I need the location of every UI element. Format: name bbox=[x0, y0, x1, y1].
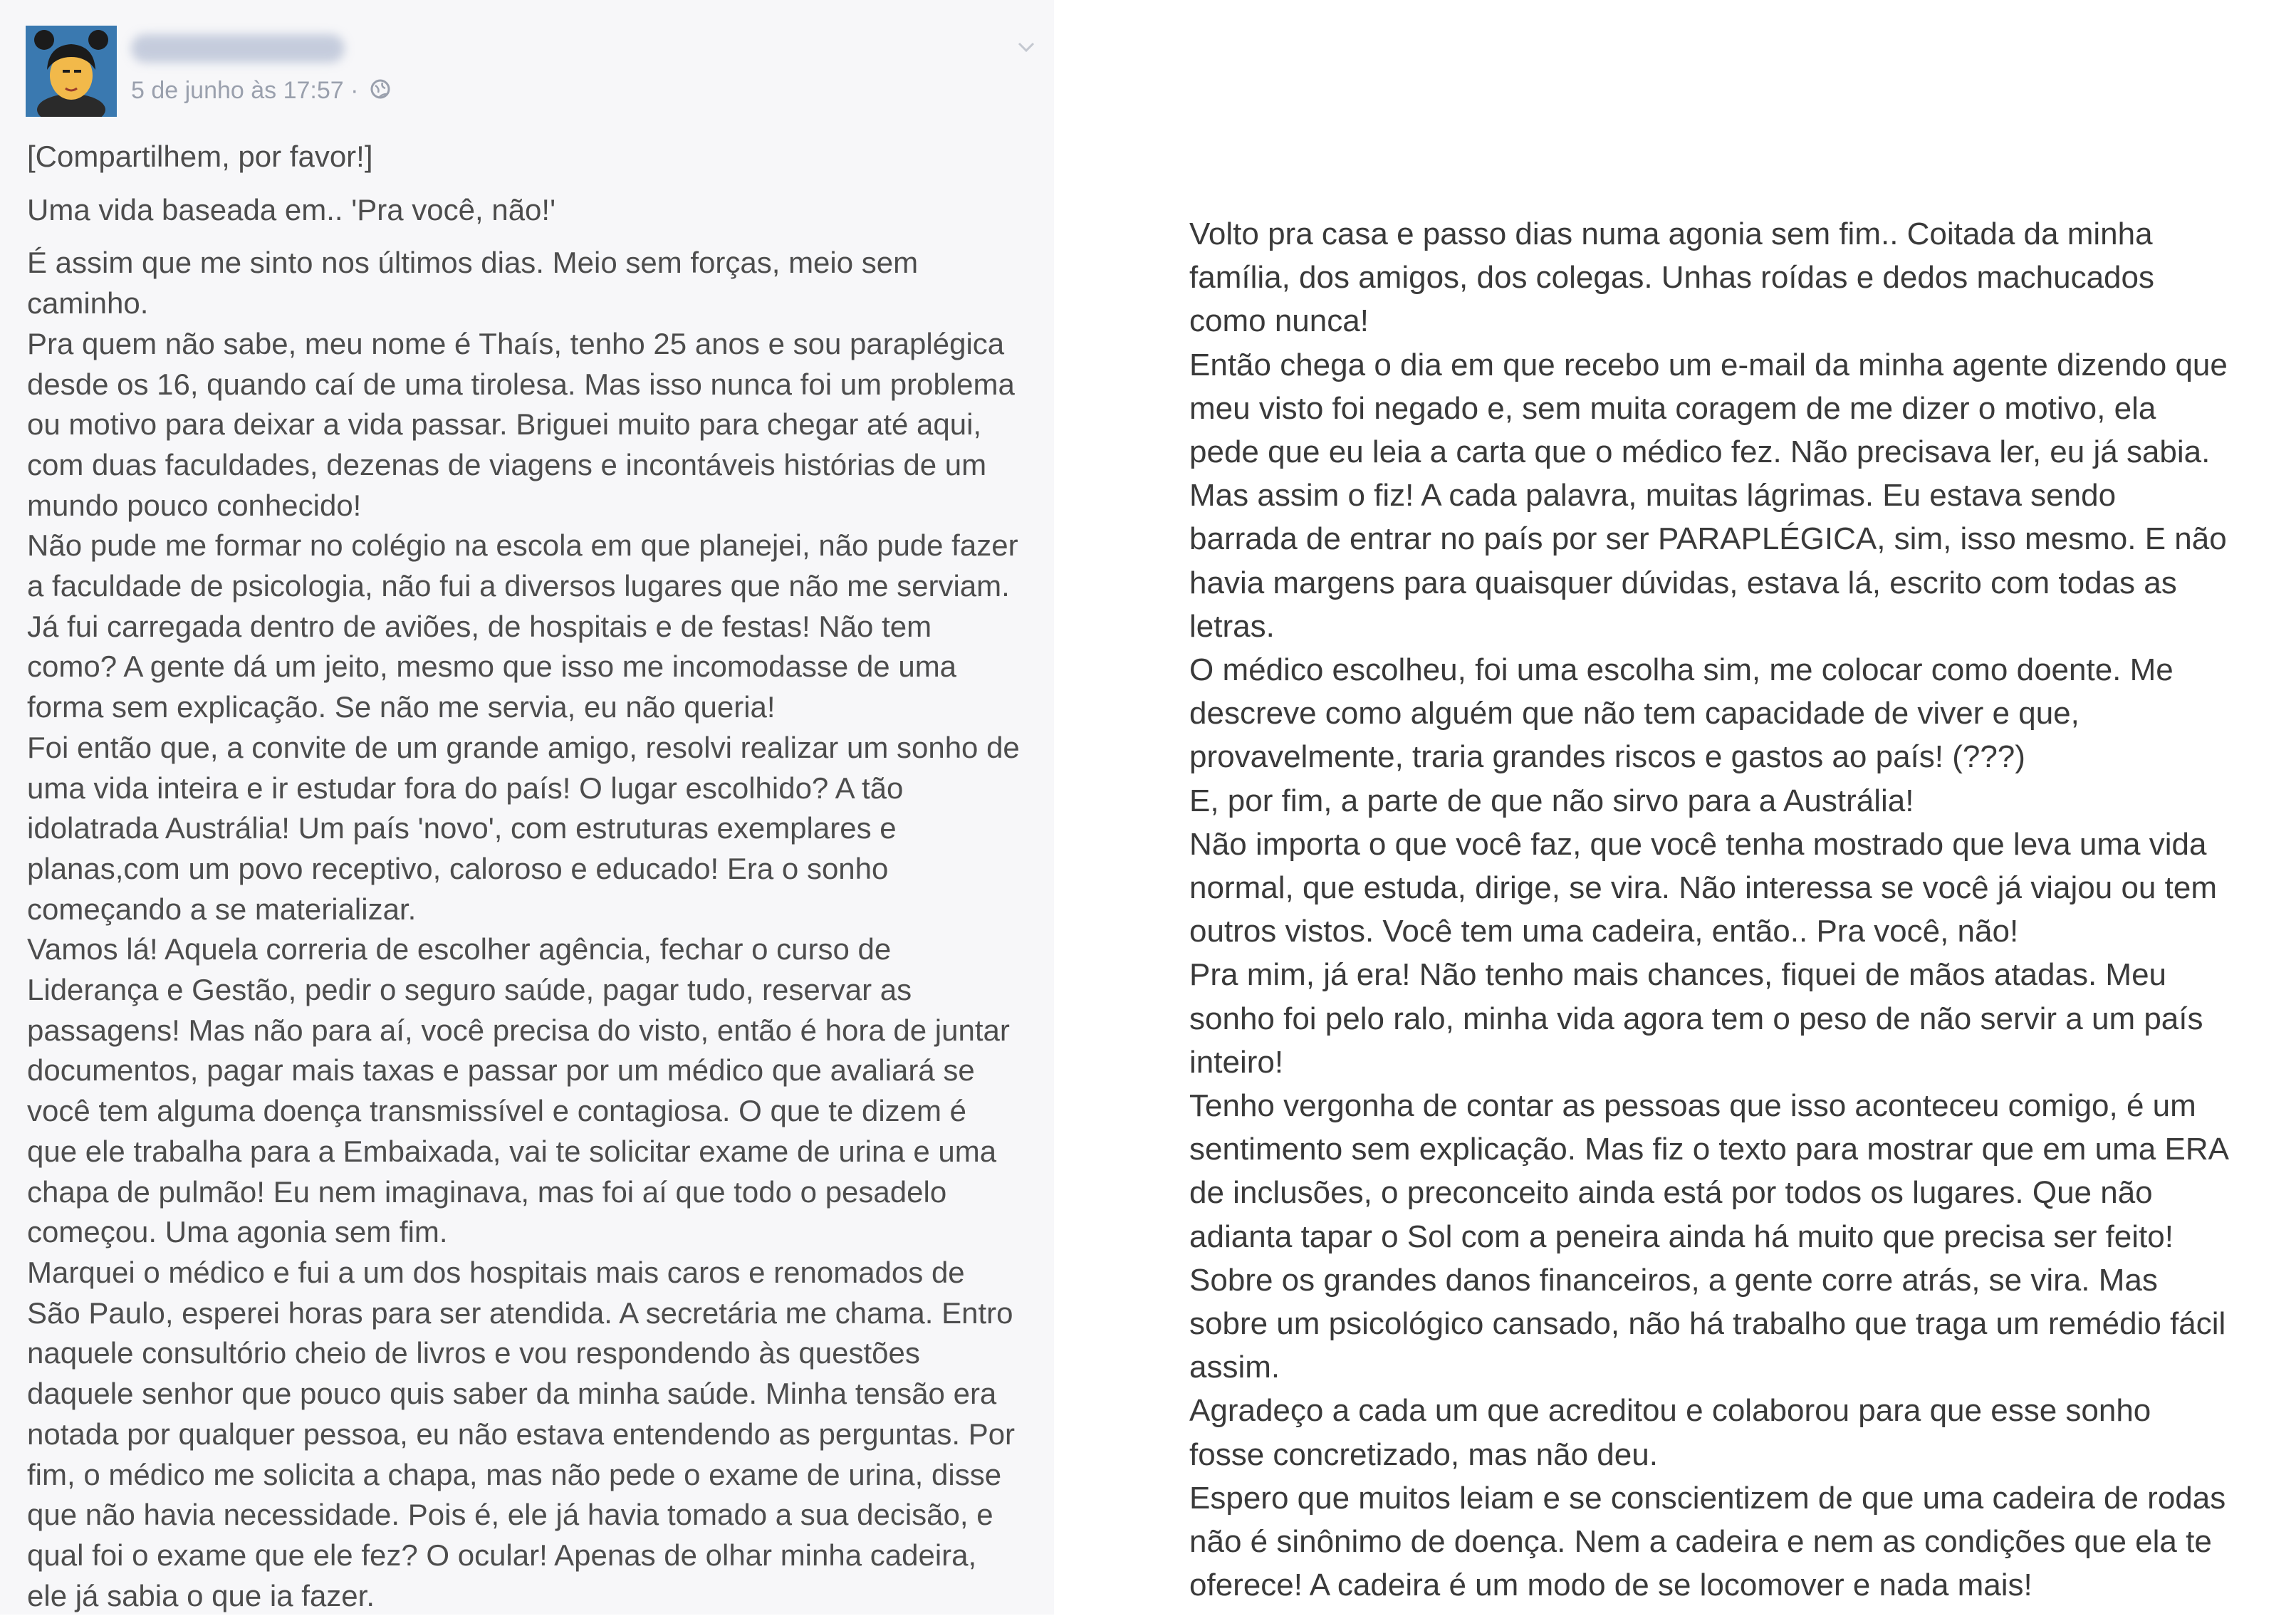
text-line: Tenho vergonha de contar as pessoas que isso aconteceu comigo, é um bbox=[1189, 1088, 2196, 1124]
text-line: ou motivo para deixar a vida passar. Briguei muito para chegar até aqui, bbox=[27, 407, 982, 442]
right-post-body bbox=[1189, 212, 2286, 1607]
text-line: que ele trabalha para a Embaixada, vai te solicitar exame de urina e uma bbox=[27, 1134, 997, 1168]
text-line: uma vida inteira e ir estudar fora do país! O lugar escolhido? A tão bbox=[27, 771, 904, 805]
text-line: caminho. bbox=[27, 286, 149, 320]
text-line: como? A gente dá um jeito, mesmo que isso me incomodasse de uma bbox=[27, 650, 957, 684]
text-line: mundo pouco conhecido! bbox=[27, 488, 362, 522]
text-line: daquele senhor que pouco quis saber da minha saúde. Minha tensão era bbox=[27, 1377, 997, 1411]
chevron-down-icon[interactable] bbox=[1012, 33, 1040, 61]
post-subtitle: Uma vida baseada em.. 'Pra você, não!' bbox=[27, 192, 556, 226]
text-line: Vamos lá! Aquela correria de escolher agência, fechar o curso de bbox=[27, 932, 892, 966]
text-line: adianta tapar o Sol com a peneira ainda há muito que precisa ser feito! bbox=[1189, 1219, 2174, 1254]
text-line: Não importa o que você faz, que você tenha mostrado que leva uma vida bbox=[1189, 826, 2207, 862]
text-line: Espero que muitos leiam e se conscientizem de que uma cadeira de rodas bbox=[1189, 1480, 2226, 1516]
post-header bbox=[26, 26, 1037, 122]
text-line: barrada de entrar no país por ser PARAPLÉGICA, sim, isso mesmo. E não bbox=[1189, 521, 2227, 557]
left-post-body bbox=[27, 137, 1045, 1616]
globe-icon bbox=[370, 78, 391, 106]
text-line: E, por fim, a parte de que não sirvo para a Austrália! bbox=[1189, 783, 1914, 818]
text-line: que não havia necessidade. Pois é, ele já havia tomado a sua decisão, e bbox=[27, 1498, 993, 1532]
text-line: provavelmente, traria grandes riscos e gastos ao país! (???) bbox=[1189, 739, 2025, 775]
text-line: você tem alguma doença transmissível e contagiosa. O que te dizem é bbox=[27, 1094, 967, 1128]
text-line: qual foi o exame que ele fez? O ocular! Apenas de olhar minha cadeira, bbox=[27, 1538, 977, 1572]
text-line: Volto pra casa e passo dias numa agonia sem fim.. Coitada da minha bbox=[1189, 217, 2153, 251]
timestamp-text: 5 de junho às 17:57 · bbox=[131, 77, 359, 104]
text-line: fosse concretizado, mas não deu. bbox=[1189, 1437, 1658, 1472]
text-line: sentimento sem explicação. Mas fiz o texto para mostrar que em uma ERA bbox=[1189, 1132, 2229, 1167]
text-line: naquele consultório cheio de livros e vou respondendo às questões bbox=[27, 1336, 920, 1370]
text-line: Pra quem não sabe, meu nome é Thaís, tenho 25 anos e sou paraplégica bbox=[27, 326, 1005, 360]
text-line: Sobre os grandes danos financeiros, a gente corre atrás, se vira. Mas bbox=[1189, 1262, 2158, 1298]
text-line: fim, o médico me solicita a chapa, mas não pede o exame de urina, disse bbox=[27, 1457, 1002, 1491]
text-line: sobre um psicológico cansado, não há trabalho que traga um remédio fácil bbox=[1189, 1306, 2226, 1342]
text-line: normal, que estuda, dirige, se vira. Não interessa se você já viajou ou tem bbox=[1189, 870, 2217, 906]
text-line: começando a se materializar. bbox=[27, 892, 417, 926]
text-line: sonho foi pelo ralo, minha vida agora tem o peso de não servir a um país bbox=[1189, 1001, 2203, 1036]
avatar[interactable] bbox=[26, 26, 117, 117]
text-line: Foi então que, a convite de um grande amigo, resolvi realizar um sonho de bbox=[27, 730, 1020, 764]
left-body-lines bbox=[27, 243, 1045, 1616]
text-line: começou. Uma agonia sem fim. bbox=[27, 1215, 448, 1249]
text-line: Pra mim, já era! Não tenho mais chances, fiquei de mãos atadas. Meu bbox=[1189, 957, 2167, 993]
text-line: a faculdade de psicologia, não fui a diversos lugares que não me serviam. bbox=[27, 569, 1010, 603]
text-line: Agradeço a cada um que acreditou e colaborou para que esse sonho bbox=[1189, 1393, 2151, 1429]
share-request: [Compartilhem, por favor!] bbox=[27, 140, 373, 173]
text-line: desde os 16, quando caí de uma tirolesa. Mas isso nunca foi um problema bbox=[27, 367, 1015, 401]
text-line: de inclusões, o preconceito ainda está por todos os lugares. Que não bbox=[1189, 1175, 2153, 1211]
text-line: ele já sabia o que ia fazer. bbox=[27, 1578, 375, 1612]
text-line: planas,com um povo receptivo, caloroso e educado! Era o sonho bbox=[27, 851, 889, 885]
text-line: idolatrada Austrália! Um país 'novo', com estruturas exemplares e bbox=[27, 811, 897, 845]
text-line: Então chega o dia em que recebo um e-mail da minha agente dizendo que bbox=[1189, 347, 2228, 382]
text-line: assim. bbox=[1189, 1350, 1280, 1385]
text-line: oferece! A cadeira é um modo de se locomover e nada mais! bbox=[1189, 1568, 2033, 1603]
text-line: São Paulo, esperei horas para ser atendida. A secretária me chama. Entro bbox=[27, 1296, 1013, 1330]
author-name-blurred[interactable] bbox=[131, 34, 345, 63]
text-line: família, dos amigos, dos colegas. Unhas roídas e dedos machucados bbox=[1189, 260, 2154, 296]
text-line: Marquei o médico e fui a um dos hospitais mais caros e renomados de bbox=[27, 1255, 965, 1289]
right-body-lines bbox=[1189, 212, 2286, 1607]
text-line: Já fui carregada dentro de aviões, de hospitais e de festas! Não tem bbox=[27, 609, 932, 643]
text-line: não é sinônimo de doença. Nem a cadeira e nem as condições que ela te bbox=[1189, 1524, 2212, 1560]
text-line: notada por qualquer pessoa, eu não estava entendendo as perguntas. Por bbox=[27, 1417, 1016, 1451]
post-timestamp[interactable] bbox=[131, 77, 391, 106]
text-line: letras. bbox=[1189, 608, 1275, 644]
text-line: Mas assim o fiz! A cada palavra, muitas lágrimas. Eu estava sendo bbox=[1189, 478, 2117, 514]
text-line: Não pude me formar no colégio na escola em que planejei, não pude fazer bbox=[27, 528, 1018, 563]
text-line: O médico escolheu, foi uma escolha sim, me colocar como doente. Me bbox=[1189, 652, 2174, 688]
text-line: documentos, pagar mais taxas e passar por um médico que avaliará se bbox=[27, 1053, 975, 1088]
avatar-icon bbox=[26, 26, 117, 117]
text-line: como nunca! bbox=[1189, 303, 1369, 339]
text-line: havia margens para quaisquer dúvidas, estava lá, escrito com todas as bbox=[1189, 565, 2177, 600]
text-line: com duas faculdades, dezenas de viagens e incontáveis histórias de um bbox=[27, 447, 987, 481]
text-line: outros vistos. Você tem uma cadeira, então.. Pra você, não! bbox=[1189, 914, 2019, 949]
text-line: chapa de pulmão! Eu nem imaginava, mas foi aí que todo o pesadelo bbox=[27, 1174, 947, 1209]
text-line: meu visto foi negado e, sem muita coragem de me dizer o motivo, ela bbox=[1189, 390, 2156, 426]
text-line: forma sem explicação. Se não me servia, eu não queria! bbox=[27, 690, 776, 724]
text-line: É assim que me sinto nos últimos dias. Meio sem forças, meio sem bbox=[27, 246, 919, 280]
text-line: passagens! Mas não para aí, você precisa do visto, então é hora de juntar bbox=[27, 1013, 1010, 1047]
text-line: descreve como alguém que não tem capacidade de viver e que, bbox=[1189, 696, 2080, 731]
text-line: inteiro! bbox=[1189, 1044, 1284, 1080]
text-line: pede que eu leia a carta que o médico fez. Não precisava ler, eu já sabia. bbox=[1189, 434, 2211, 470]
text-line: Liderança e Gestão, pedir o seguro saúde, pagar tudo, reservar as bbox=[27, 973, 912, 1007]
